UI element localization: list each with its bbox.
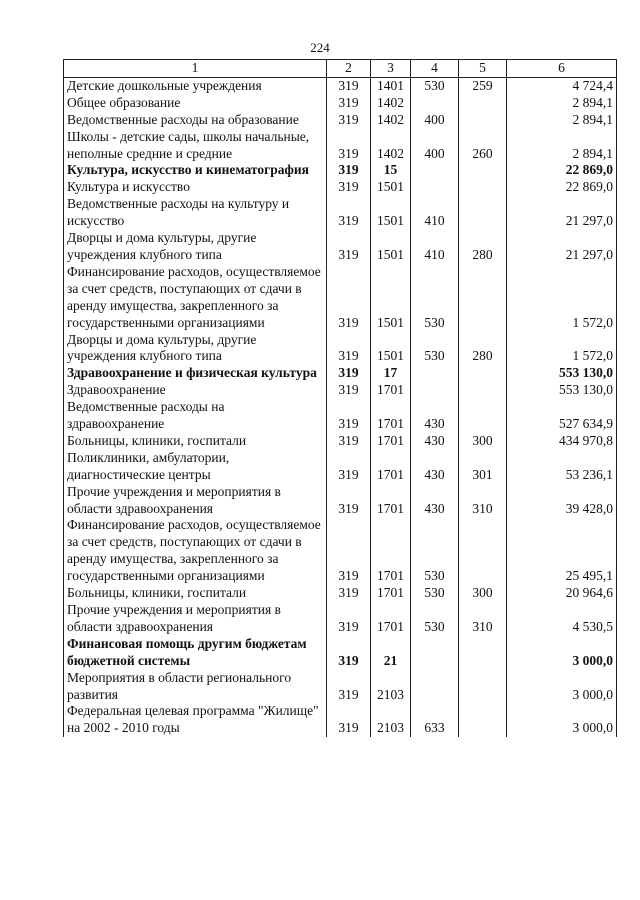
- table-row: [64, 517, 617, 585]
- row-col-2: 319: [327, 484, 371, 518]
- row-sum: 3 000,0: [507, 703, 617, 737]
- row-col-3: 1701: [371, 450, 411, 484]
- row-col-3: 1402: [371, 112, 411, 129]
- table-row: [64, 264, 617, 332]
- row-name: Больницы, клиники, госпитали: [64, 433, 327, 450]
- row-sum: 2 894,1: [507, 95, 617, 112]
- row-sum: 3 000,0: [507, 636, 617, 670]
- row-col-4: 530: [411, 332, 459, 366]
- row-sum: 1 572,0: [507, 332, 617, 366]
- row-col-5: 310: [459, 484, 507, 518]
- row-sum: 25 495,1: [507, 517, 617, 585]
- row-col-2: 319: [327, 670, 371, 704]
- row-col-2: 319: [327, 162, 371, 179]
- table-row: [64, 162, 617, 179]
- row-col-5: [459, 636, 507, 670]
- table-row: [64, 332, 617, 366]
- row-col-5: [459, 162, 507, 179]
- row-col-5: 300: [459, 585, 507, 602]
- table-row: [64, 585, 617, 602]
- row-col-2: 319: [327, 602, 371, 636]
- row-col-5: [459, 670, 507, 704]
- row-name: Дворцы и дома культуры, другие учреждения клубного типа: [64, 230, 327, 264]
- row-col-2: 319: [327, 179, 371, 196]
- row-col-4: 430: [411, 450, 459, 484]
- row-col-2: 319: [327, 77, 371, 94]
- row-sum: 553 130,0: [507, 365, 617, 382]
- row-col-3: 2103: [371, 703, 411, 737]
- row-col-4: 400: [411, 112, 459, 129]
- row-col-4: 430: [411, 484, 459, 518]
- row-col-2: 319: [327, 585, 371, 602]
- row-col-5: 280: [459, 332, 507, 366]
- row-col-2: 319: [327, 332, 371, 366]
- row-col-4: 410: [411, 230, 459, 264]
- row-col-4: 530: [411, 585, 459, 602]
- row-name: Здравоохранение: [64, 382, 327, 399]
- row-col-3: 1402: [371, 129, 411, 163]
- row-sum: 527 634,9: [507, 399, 617, 433]
- row-sum: 2 894,1: [507, 129, 617, 163]
- row-col-3: 1501: [371, 196, 411, 230]
- row-sum: 2 894,1: [507, 112, 617, 129]
- row-col-2: 319: [327, 264, 371, 332]
- table-row: [64, 230, 617, 264]
- row-name: Прочие учреждения и мероприятия в области здравоохранения: [64, 484, 327, 518]
- table-row: [64, 399, 617, 433]
- row-col-4: [411, 636, 459, 670]
- row-name: Финансовая помощь другим бюджетам бюджетной системы: [64, 636, 327, 670]
- row-col-3: 21: [371, 636, 411, 670]
- row-col-4: [411, 95, 459, 112]
- row-col-5: [459, 179, 507, 196]
- table-row: [64, 636, 617, 670]
- row-col-2: 319: [327, 112, 371, 129]
- row-col-3: 1701: [371, 602, 411, 636]
- row-col-5: [459, 517, 507, 585]
- row-col-5: [459, 399, 507, 433]
- table-row: [64, 196, 617, 230]
- row-col-5: 280: [459, 230, 507, 264]
- row-sum: 21 297,0: [507, 196, 617, 230]
- row-col-2: 319: [327, 450, 371, 484]
- table-row: [64, 77, 617, 94]
- row-col-4: 530: [411, 517, 459, 585]
- header-col-3: 3: [371, 60, 411, 78]
- row-name: Поликлиники, амбулатории, диагностические центры: [64, 450, 327, 484]
- row-name: Культура и искусство: [64, 179, 327, 196]
- row-col-3: 1701: [371, 484, 411, 518]
- row-col-4: [411, 670, 459, 704]
- row-name: Ведомственные расходы на образование: [64, 112, 327, 129]
- row-col-2: 319: [327, 399, 371, 433]
- row-col-5: [459, 264, 507, 332]
- row-col-4: 400: [411, 129, 459, 163]
- row-name: Финансирование расходов, осуществляемое за счет средств, поступающих от сдачи в аренду имущества, закрепленного за государственными организациями: [64, 264, 327, 332]
- row-name: Больницы, клиники, госпитали: [64, 585, 327, 602]
- row-col-2: 319: [327, 382, 371, 399]
- table-row: [64, 112, 617, 129]
- row-col-3: 1501: [371, 230, 411, 264]
- row-col-4: 530: [411, 264, 459, 332]
- row-col-2: 319: [327, 129, 371, 163]
- row-col-4: [411, 382, 459, 399]
- row-col-5: 301: [459, 450, 507, 484]
- row-col-3: 1701: [371, 433, 411, 450]
- row-col-2: 319: [327, 517, 371, 585]
- row-col-2: 319: [327, 636, 371, 670]
- row-col-2: 319: [327, 230, 371, 264]
- row-name: Прочие учреждения и мероприятия в области здравоохранения: [64, 602, 327, 636]
- table-row: [64, 129, 617, 163]
- table-row: [64, 703, 617, 737]
- header-col-5: 5: [459, 60, 507, 78]
- row-col-3: 1402: [371, 95, 411, 112]
- table-row: [64, 484, 617, 518]
- row-sum: 21 297,0: [507, 230, 617, 264]
- table-row: [64, 433, 617, 450]
- row-col-2: 319: [327, 365, 371, 382]
- table-row: [64, 670, 617, 704]
- row-col-4: [411, 179, 459, 196]
- header-col-1: 1: [64, 60, 327, 78]
- row-col-4: 633: [411, 703, 459, 737]
- row-sum: 4 724,4: [507, 77, 617, 94]
- table-row: [64, 382, 617, 399]
- row-col-3: 1701: [371, 517, 411, 585]
- table-row: [64, 179, 617, 196]
- row-sum: 4 530,5: [507, 602, 617, 636]
- row-sum: 22 869,0: [507, 179, 617, 196]
- row-col-3: 2103: [371, 670, 411, 704]
- header-col-2: 2: [327, 60, 371, 78]
- row-col-4: [411, 365, 459, 382]
- row-col-5: [459, 703, 507, 737]
- row-col-4: 430: [411, 433, 459, 450]
- row-col-5: 260: [459, 129, 507, 163]
- table-row: [64, 365, 617, 382]
- row-col-3: 1701: [371, 399, 411, 433]
- header-row: [64, 60, 617, 78]
- row-sum: 20 964,6: [507, 585, 617, 602]
- row-col-3: 1501: [371, 179, 411, 196]
- row-name: Ведомственные расходы на культуру и искусство: [64, 196, 327, 230]
- table-row: [64, 450, 617, 484]
- header-col-4: 4: [411, 60, 459, 78]
- row-col-5: [459, 382, 507, 399]
- row-sum: 3 000,0: [507, 670, 617, 704]
- row-col-2: 319: [327, 703, 371, 737]
- row-name: Здравоохранение и физическая культура: [64, 365, 327, 382]
- budget-table: [63, 59, 617, 737]
- row-sum: 434 970,8: [507, 433, 617, 450]
- row-col-4: 530: [411, 602, 459, 636]
- row-col-2: 319: [327, 433, 371, 450]
- row-name: Детские дошкольные учреждения: [64, 77, 327, 94]
- row-col-5: [459, 196, 507, 230]
- row-sum: 39 428,0: [507, 484, 617, 518]
- row-col-5: [459, 95, 507, 112]
- row-col-3: 1501: [371, 264, 411, 332]
- row-name: Мероприятия в области регионального развития: [64, 670, 327, 704]
- row-col-3: 17: [371, 365, 411, 382]
- row-col-4: [411, 162, 459, 179]
- row-name: Финансирование расходов, осуществляемое за счет средств, поступающих от сдачи в аренду имущества, закрепленного за государственными организациями: [64, 517, 327, 585]
- row-col-2: 319: [327, 95, 371, 112]
- page-number: 224: [310, 40, 330, 55]
- row-col-4: 430: [411, 399, 459, 433]
- table-row: [64, 95, 617, 112]
- row-col-5: 310: [459, 602, 507, 636]
- row-name: Дворцы и дома культуры, другие учреждения клубного типа: [64, 332, 327, 366]
- row-col-3: 15: [371, 162, 411, 179]
- row-col-2: 319: [327, 196, 371, 230]
- row-name: Культура, искусство и кинематография: [64, 162, 327, 179]
- table-row: [64, 602, 617, 636]
- row-name: Федеральная целевая программа "Жилище" на 2002 - 2010 годы: [64, 703, 327, 737]
- row-col-4: 530: [411, 77, 459, 94]
- row-sum: 1 572,0: [507, 264, 617, 332]
- row-name: Общее образование: [64, 95, 327, 112]
- row-col-5: 259: [459, 77, 507, 94]
- row-col-5: [459, 365, 507, 382]
- row-sum: 22 869,0: [507, 162, 617, 179]
- row-col-3: 1401: [371, 77, 411, 94]
- row-col-5: [459, 112, 507, 129]
- row-sum: 53 236,1: [507, 450, 617, 484]
- row-col-5: 300: [459, 433, 507, 450]
- header-col-6: 6: [507, 60, 617, 78]
- row-col-3: 1701: [371, 382, 411, 399]
- row-name: Ведомственные расходы на здравоохранение: [64, 399, 327, 433]
- row-col-3: 1701: [371, 585, 411, 602]
- row-sum: 553 130,0: [507, 382, 617, 399]
- row-col-4: 410: [411, 196, 459, 230]
- row-name: Школы - детские сады, школы начальные, неполные средние и средние: [64, 129, 327, 163]
- row-col-3: 1501: [371, 332, 411, 366]
